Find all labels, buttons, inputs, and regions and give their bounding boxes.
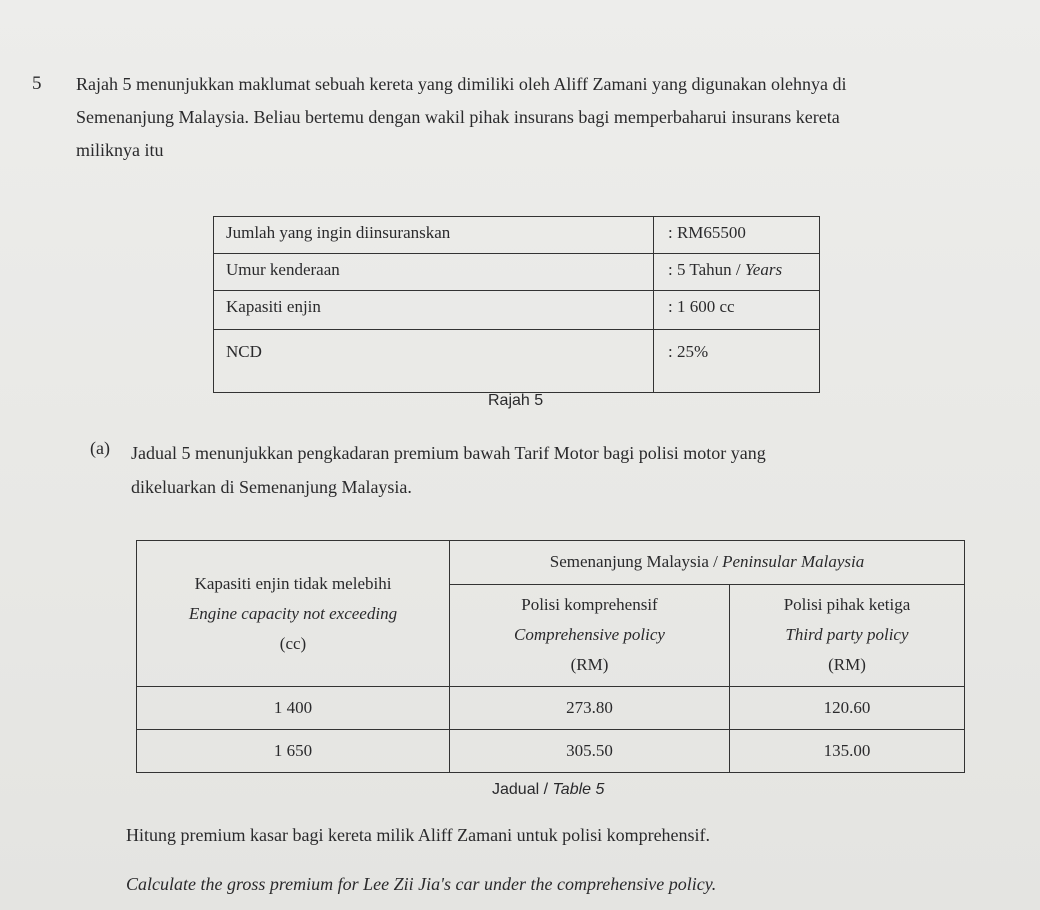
engine-capacity-header-ms: Kapasiti enjin tidak melebihi (194, 573, 392, 593)
region-header-en: Peninsular Malaysia (722, 552, 865, 572)
comprehensive-header-ms: Polisi komprehensif (521, 595, 658, 615)
region-header (450, 541, 965, 585)
table-caption-en: Table 5 (552, 781, 605, 798)
part-a-label: (a) (90, 438, 110, 458)
car-info-table (213, 216, 820, 393)
car-info-row (214, 330, 820, 393)
car-info-row (214, 217, 820, 254)
car-info-value: : RM65500 (654, 217, 820, 254)
third-party-header-ms: Polisi pihak ketiga (783, 595, 911, 615)
third-party-cell: 120.60 (729, 687, 964, 730)
car-info-label: NCD (214, 330, 654, 393)
part-a-line-2: dikeluarkan di Semenanjung Malaysia. (131, 477, 412, 497)
third-party-header (729, 584, 964, 686)
table-row (137, 687, 965, 730)
table-row (137, 730, 965, 773)
comprehensive-cell: 273.80 (450, 687, 730, 730)
car-info-row (214, 254, 820, 291)
engine-capacity-header (137, 541, 450, 687)
engine-capacity-header-en: Engine capacity not exceeding (188, 603, 398, 623)
engine-capacity-cell: 1 650 (137, 730, 450, 773)
car-info-label: Kapasiti enjin (214, 291, 654, 330)
intro-line-3: miliknya itu (76, 140, 164, 160)
engine-capacity-cell: 1 400 (137, 687, 450, 730)
car-info-label: Jumlah yang ingin diinsuranskan (214, 217, 654, 254)
question-malay: Hitung premium kasar bagi kereta milik Aliff Zamani untuk polisi komprehensif. (126, 825, 711, 845)
comprehensive-cell: 305.50 (450, 730, 730, 773)
region-header-ms: Semenanjung Malaysia / (549, 552, 723, 572)
car-info-value: : 25% (654, 330, 820, 393)
part-a-text (131, 436, 931, 504)
table-header-row (137, 541, 965, 585)
premium-rate-table (136, 540, 965, 773)
intro-line-2: Semenanjung Malaysia. Beliau bertemu dengan wakil pihak insurans bagi memperbaharui insurans kereta (76, 107, 840, 127)
table-caption (492, 781, 604, 799)
comprehensive-header-unit: (RM) (570, 655, 609, 675)
car-info-label: Umur kenderaan (214, 254, 654, 291)
table-caption-ms: Jadual / (492, 781, 553, 798)
intro-line-1: Rajah 5 menunjukkan maklumat sebuah kereta yang dimiliki oleh Aliff Zamani yang digunakan olehnya di (76, 74, 847, 94)
question-intro (76, 68, 976, 167)
car-info-value-italic: Years (744, 260, 783, 279)
car-info-value-main: : 5 Tahun / (668, 260, 745, 279)
third-party-header-unit: (RM) (828, 655, 866, 675)
comprehensive-header (450, 584, 730, 686)
car-info-row (214, 291, 820, 330)
third-party-header-en: Third party policy (785, 625, 909, 645)
figure-caption: Rajah 5 (488, 392, 544, 409)
car-info-value (654, 254, 820, 291)
engine-capacity-header-unit: (cc) (279, 633, 307, 653)
question-number: 5 (32, 73, 42, 94)
question-english: Calculate the gross premium for Lee Zii Jia's car under the comprehensive policy. (126, 874, 717, 894)
part-a-line-1: Jadual 5 menunjukkan pengkadaran premium bawah Tarif Motor bagi polisi motor yang (131, 443, 766, 463)
comprehensive-header-en: Comprehensive policy (514, 625, 665, 645)
car-info-value: : 1 600 cc (654, 291, 820, 330)
third-party-cell: 135.00 (729, 730, 964, 773)
